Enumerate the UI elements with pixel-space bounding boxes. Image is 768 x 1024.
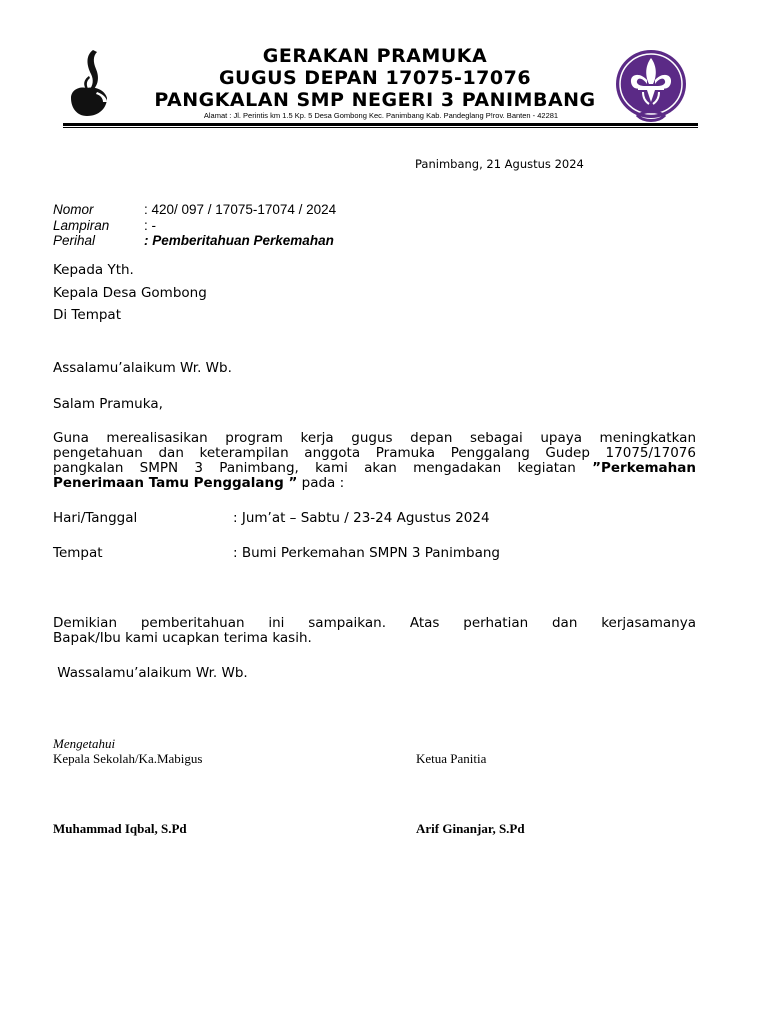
salam-pramuka: Salam Pramuka, — [53, 396, 163, 412]
signature-right-name: Arif Ginanjar, S.Pd — [416, 821, 525, 836]
closing-salam: Wassalamu’alaikum Wr. Wb. — [53, 665, 248, 681]
nomor-label: Nomor — [53, 202, 94, 217]
recipient-line-3: Di Tempat — [53, 307, 121, 323]
header-rule-thin — [63, 127, 698, 128]
tunas-kelapa-logo-icon — [63, 46, 111, 122]
place-date: Panimbang, 21 Agustus 2024 — [415, 157, 584, 171]
event-name-part-1: ”Perkemahan — [592, 460, 696, 476]
body-line-2: pengetahuan dan keterampilan anggota Pramuka Penggalang Gudep 17075/17076 — [53, 445, 696, 461]
opening-salam: Assalamu’alaikum Wr. Wb. — [53, 360, 232, 376]
signature-left-caption-1: Mengetahui — [53, 736, 116, 751]
perihal-value: : Pemberitahuan Perkemahan — [144, 233, 334, 248]
lampiran-value: : - — [144, 218, 156, 233]
lampiran-label: Lampiran — [53, 218, 110, 233]
closing-line-1: Demikian pemberitahuan ini sampaikan. Atas perhatian dan kerjasamanya — [53, 615, 696, 631]
header-rule-thick — [63, 123, 698, 126]
closing-line-2: Bapak/Ibu kami ucapkan terima kasih. — [53, 630, 312, 646]
event-place-label: Tempat — [53, 545, 103, 561]
signature-left-name: Muhammad Iqbal, S.Pd — [53, 821, 187, 836]
recipient-line-2: Kepala Desa Gombong — [53, 285, 207, 301]
body-line-4-text: pada : — [297, 475, 345, 491]
nomor-value: : 420/ 097 / 17075-17074 / 2024 — [144, 202, 337, 217]
header-pangkalan: PANGKALAN SMP NEGERI 3 PANIMBANG — [154, 89, 596, 111]
body-line-3-text: pangkalan SMPN 3 Panimbang, kami akan mengadakan kegiatan — [53, 460, 593, 476]
scout-fleur-de-lis-logo-icon — [610, 46, 696, 124]
perihal-label: Perihal — [53, 233, 96, 248]
signature-left-caption-2: Kepala Sekolah/Ka.Mabigus — [53, 751, 203, 766]
body-line-1: Guna merealisasikan program kerja gugus depan sebagai upaya meningkatkan — [53, 430, 696, 446]
event-name-part-2: Penerimaan Tamu Penggalang ” — [53, 475, 298, 491]
event-date-label: Hari/Tanggal — [53, 510, 138, 526]
header-org-name: GERAKAN PRAMUKA — [262, 45, 488, 67]
body-line-3 — [53, 461, 696, 476]
header-address: Alamat : Jl. Perintis km 1.5 Kp. 5 Desa Gombong Kec. Panimbang Kab. Pandeglang P!rov. Banten - 42281 — [203, 111, 559, 120]
event-place-value: : Bumi Perkemahan SMPN 3 Panimbang — [233, 545, 500, 561]
signature-right-caption: Ketua Panitia — [416, 751, 487, 766]
event-date-value: : Jum’at – Sabtu / 23-24 Agustus 2024 — [233, 510, 490, 526]
header-gugus-depan: GUGUS DEPAN 17075-17076 — [218, 67, 532, 89]
recipient-line-1: Kepada Yth. — [53, 262, 134, 278]
body-line-4 — [53, 476, 344, 491]
